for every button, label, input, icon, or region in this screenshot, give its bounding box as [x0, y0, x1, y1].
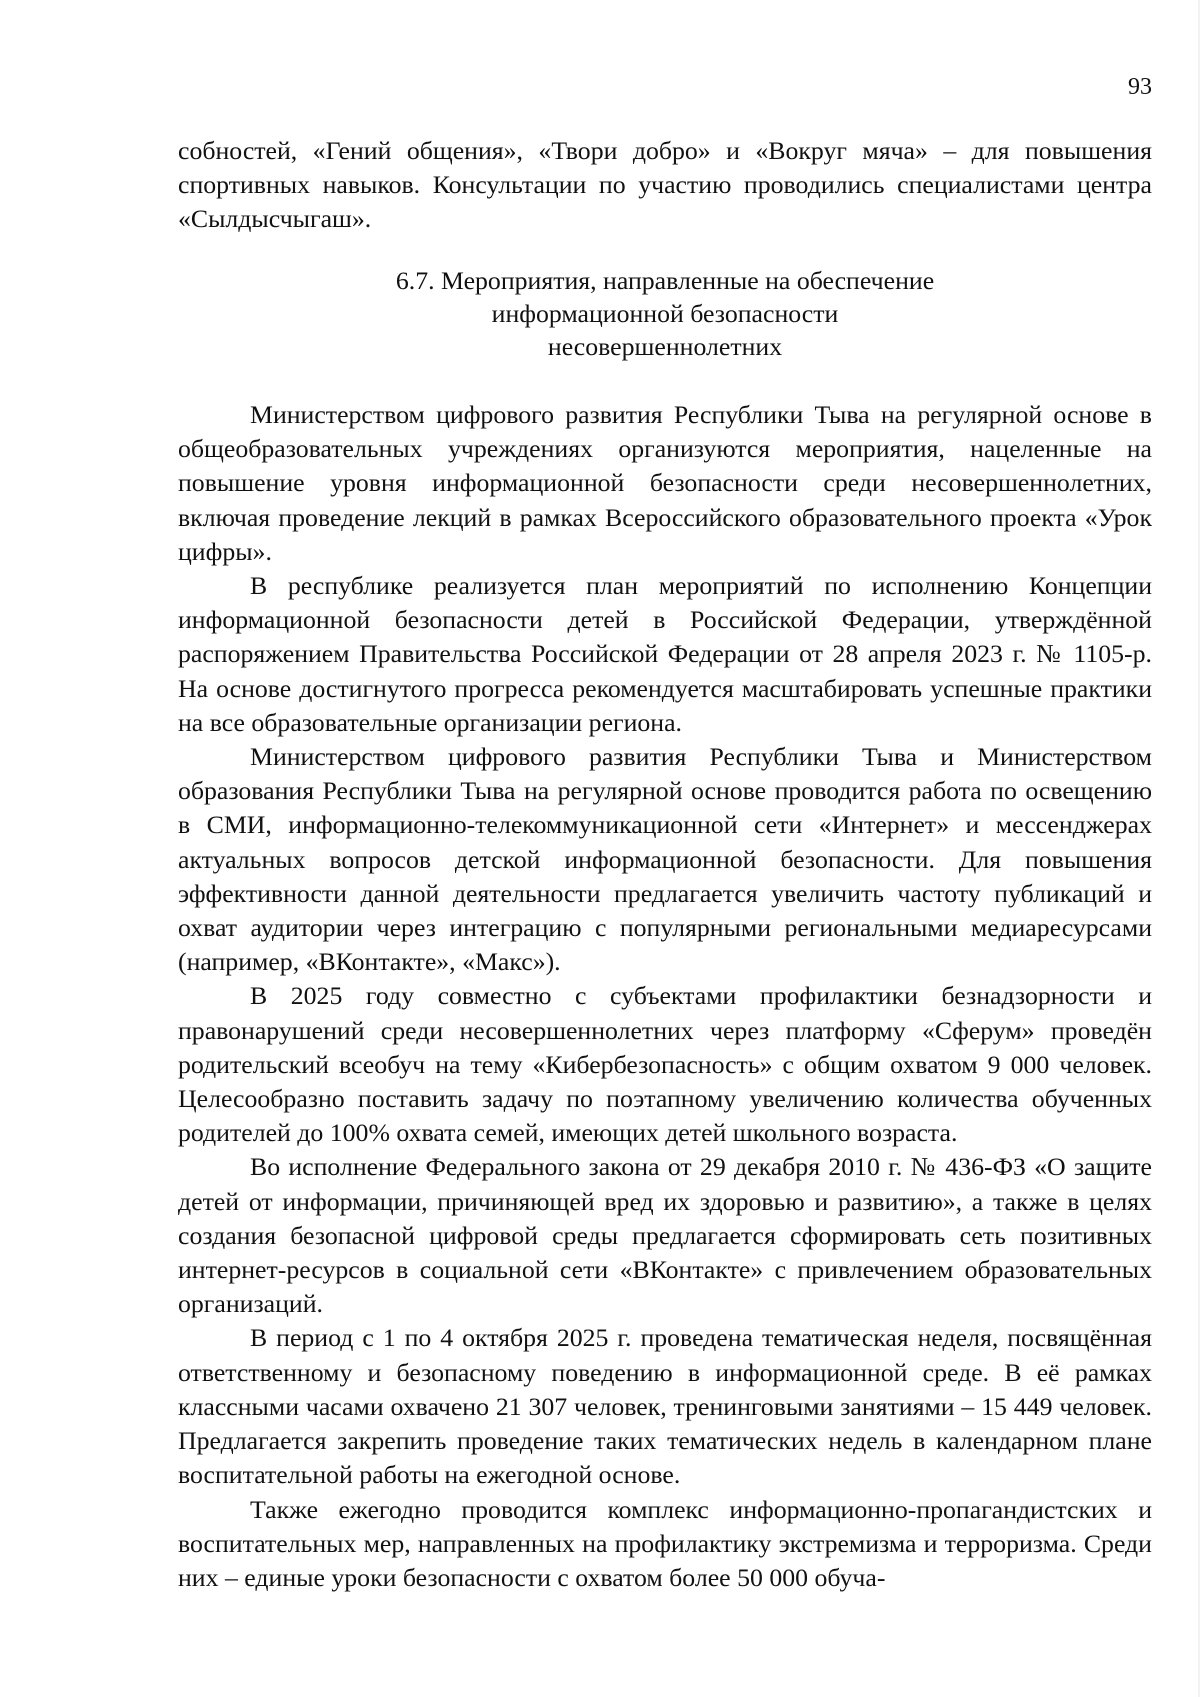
page-number: 93 — [1128, 74, 1152, 100]
body-paragraph: Министерством цифрового развития Республики Тыва и Министерством образования Республики Тыва на регулярной основе проводится работа по освещению в СМИ, информационно-телекоммуникационной сети «Интернет» и мессенджерах актуальных вопросов детской информационной безопасности. Для повышения эффективности данной деятельности предлагается увеличить частоту публикаций и охват аудитории через интеграцию с популярными региональными медиаресурсами (например, «ВКонтакте», «Макс»). — [178, 742, 1152, 977]
continuation-block — [178, 134, 1152, 237]
section-heading-line: 6.7. Мероприятия, направленные на обеспечение — [395, 266, 935, 295]
body-paragraph: В республике реализуется план мероприятий по исполнению Концепции информационной безопасности детей в Российской Федерации, утверждённой распоряжением Правительства Российской Федерации от 28 апреля 2023 г. № 1105-р. На основе достигнутого прогресса рекомендуется масштабировать успешные практики на все образовательные организации региона. — [178, 571, 1152, 737]
section-heading — [178, 264, 1152, 363]
section-body — [178, 398, 1152, 1595]
body-paragraph: В 2025 году совместно с субъектами профилактики безнадзорности и правонарушений среди несовершеннолетних через платформу «Сферум» проведён родительский всеобуч на тему «Кибербезопасность» с общим охватом 9 000 человек. Целесообразно поставить задачу по поэтапному увеличению количества обученных родителей до 100% охвата семей, имеющих детей школьного возраста. — [178, 981, 1152, 1148]
body-paragraph: Также ежегодно проводится комплекс информационно-пропагандистских и воспитательных мер, направленных на профилактику экстремизма и терроризма. Среди них – единые уроки безопасности с охватом более 50 000 обуча- — [178, 1494, 1152, 1592]
body-paragraph: В период с 1 по 4 октября 2025 г. проведена тематическая неделя, посвящённая ответственному и безопасному поведению в информационной среде. В её рамках классными часами охвачено 21 307 человек, тренинговыми занятиями – 15 449 человек. Предлагается закрепить проведение таких тематических недель в календарном плане воспитательной работы на ежегодной основе. — [178, 1323, 1152, 1490]
continuation-paragraph: собностей, «Гений общения», «Твори добро» и «Вокруг мяча» – для повышения спортивных навыков. Консультации по участию проводились специалистами центра «Сылдысчыгаш». — [178, 136, 1152, 234]
section-heading-line: несовершеннолетних — [547, 332, 783, 361]
body-paragraph: Министерством цифрового развития Республики Тыва на регулярной основе в общеобразовательных учреждениях организуются мероприятия, нацеленные на повышение уровня информационной безопасности среди несовершеннолетних, включая проведение лекций в рамках Всероссийского образовательного проекта «Урок цифры». — [178, 400, 1152, 566]
section-heading-line: информационной безопасности — [491, 299, 839, 328]
body-paragraph: Во исполнение Федерального закона от 29 декабря 2010 г. № 436-ФЗ «О защите детей от информации, причиняющей вред их здоровью и развитию», а также в целях создания безопасной цифровой среды предлагается сформировать сеть позитивных интернет-ресурсов в социальной сети «ВКонтакте» с привлечением образовательных организаций. — [178, 1152, 1152, 1319]
